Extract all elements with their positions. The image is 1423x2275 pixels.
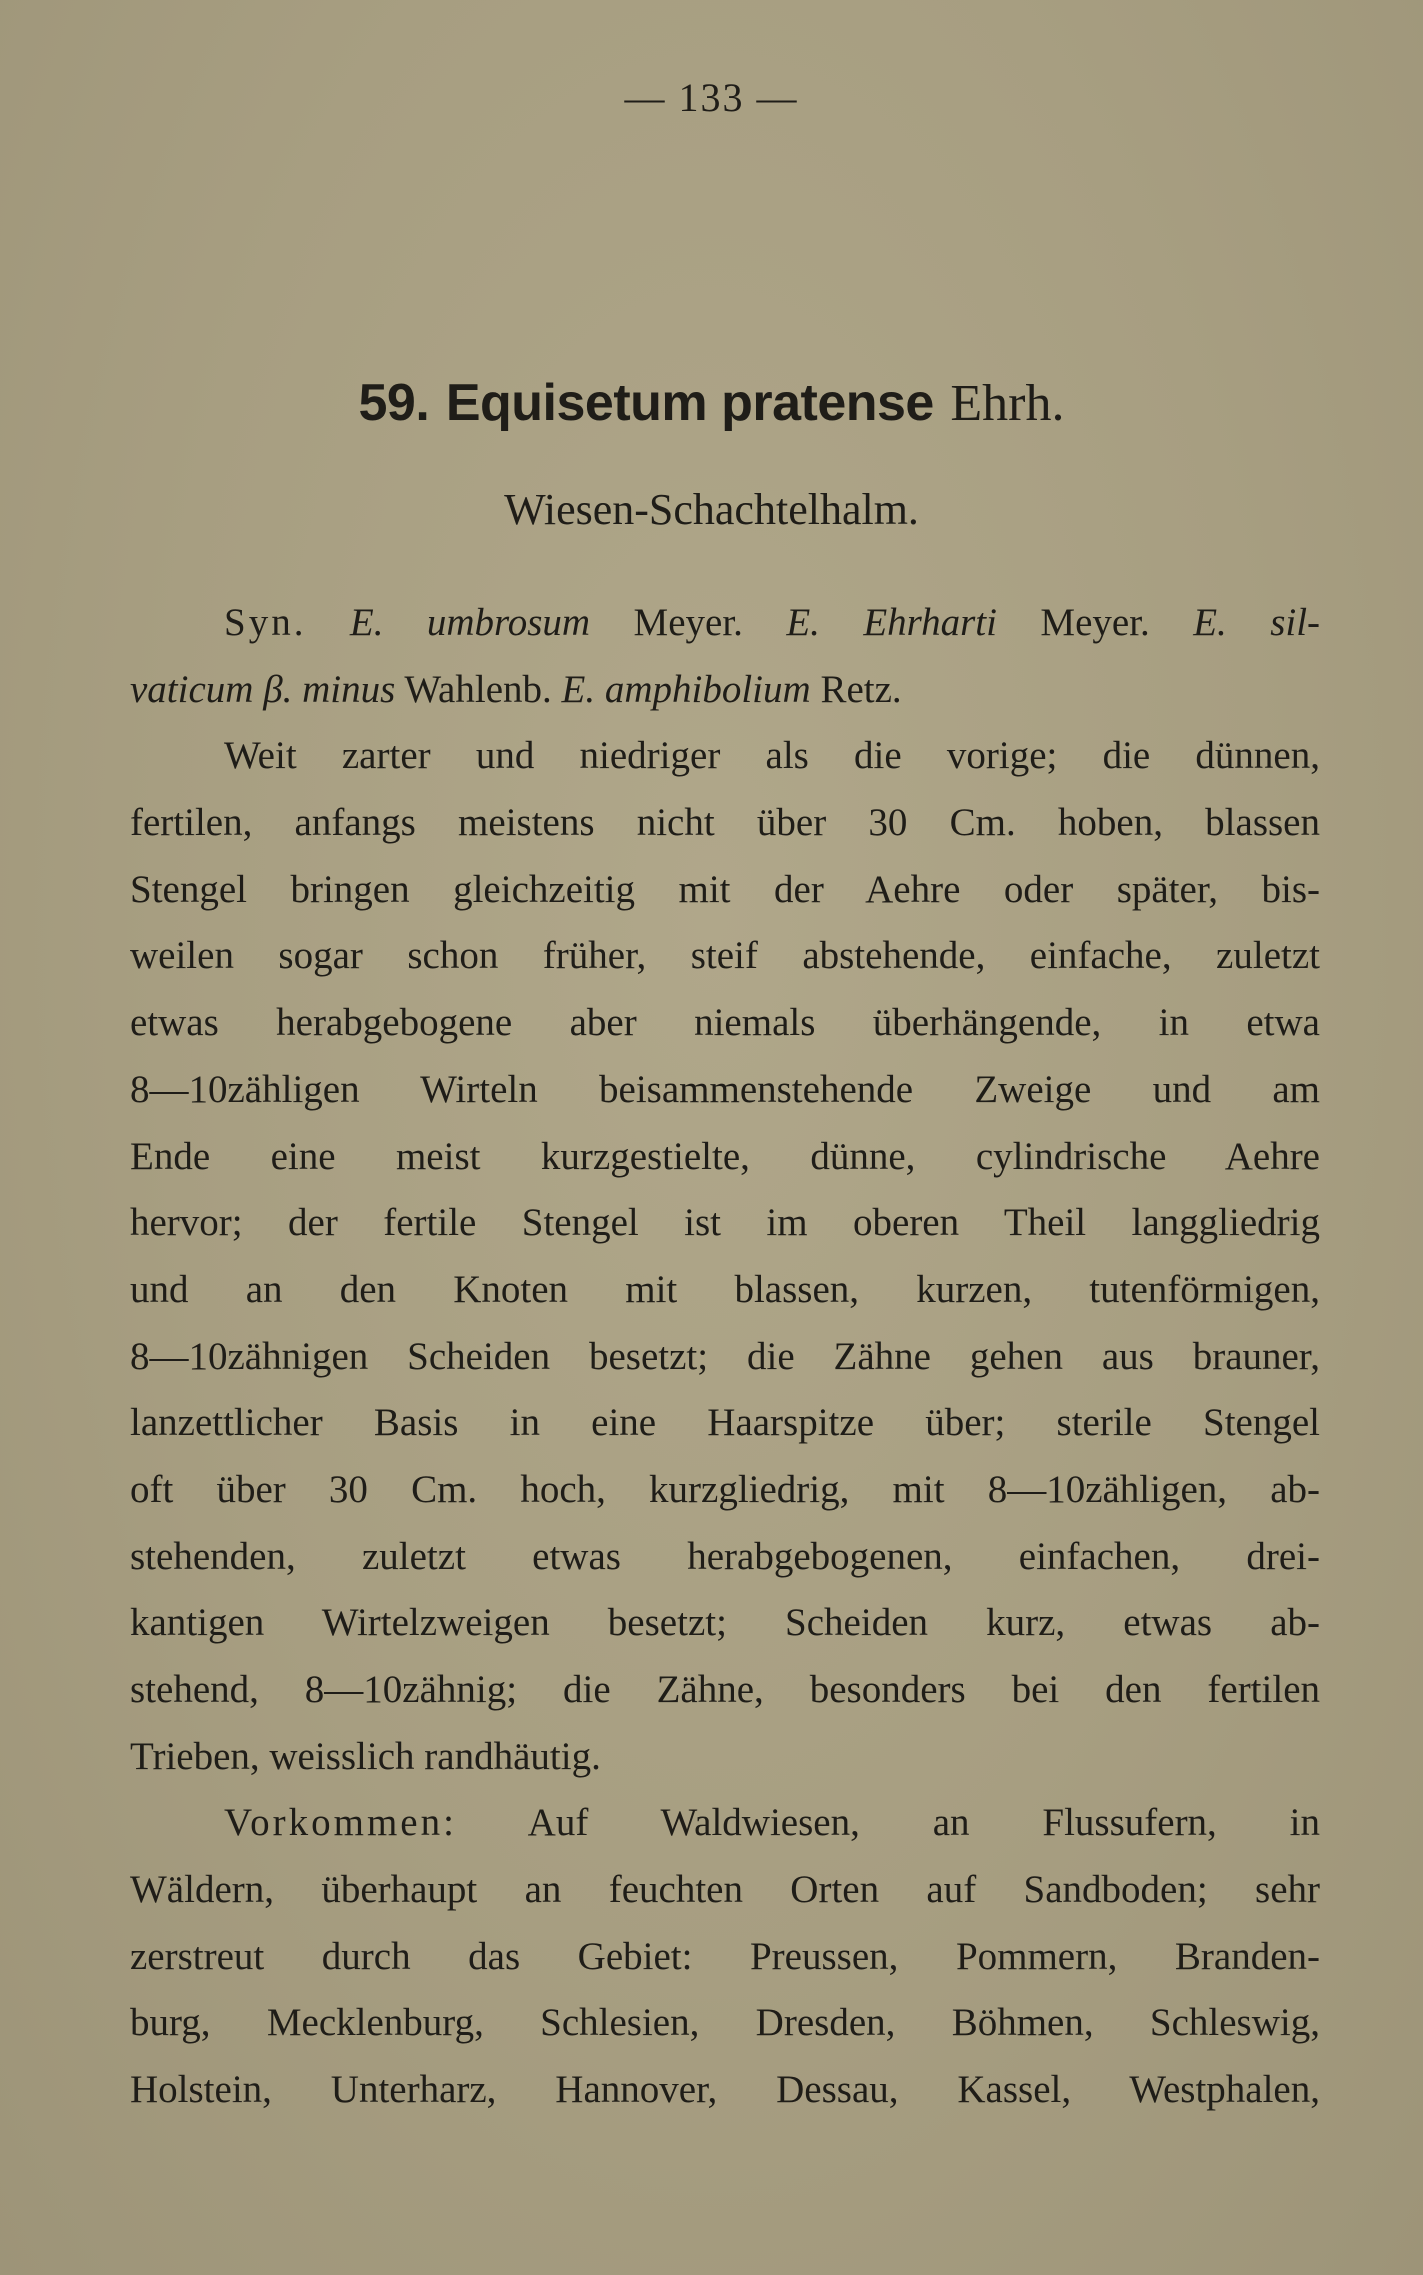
description-line: Trieben, weisslich randhäutig. xyxy=(130,1734,601,1778)
synonym-name: E. Ehrharti xyxy=(786,601,997,644)
synonym-line-1 xyxy=(130,590,1320,657)
syn-label: Syn. xyxy=(224,601,307,644)
species-number: 59. xyxy=(358,374,430,432)
occurrence-line: Holstein, Unterharz, Hannover, Dessau, Kassel, Westphalen, xyxy=(130,2068,1320,2112)
description-line: stehend, 8—10zähnig; die Zähne, besonders bei den fertilen xyxy=(130,1668,1320,1711)
description-line: kantigen Wirtelzweigen besetzt; Scheiden kurz, etwas ab- xyxy=(130,1601,1320,1645)
occurrence-text: Auf Waldwiesen, an Flussufern, in xyxy=(527,1801,1320,1845)
occurrence-label: Vorkommen: xyxy=(224,1801,457,1845)
description-line: stehenden, zuletzt etwas herabgebogenen, einfachen, drei- xyxy=(130,1534,1320,1578)
description-line: Ende eine meist kurzgestielte, dünne, cylindrische Aehre xyxy=(130,1134,1320,1178)
description-line: lanzettlicher Basis in eine Haarspitze über; sterile Stengel xyxy=(130,1401,1320,1445)
description-line: 8—10zähnigen Scheiden besetzt; die Zähne gehen aus brauner, xyxy=(130,1334,1320,1378)
occurrence-line: burg, Mecklenburg, Schlesien, Dresden, Böhmen, Schleswig, xyxy=(130,2001,1320,2045)
synonym-author: Meyer. xyxy=(1040,601,1150,644)
description-line: Weit zarter und niedriger als die vorige; die dünnen, xyxy=(224,734,1320,778)
synonym-author: Meyer. xyxy=(633,601,743,644)
species-name: Equisetum pratense xyxy=(445,374,934,432)
synonym-line-2 xyxy=(130,657,1320,724)
description-line: etwas herabgebogene aber niemals überhängende, in etwa xyxy=(130,1001,1320,1045)
synonym-author: Retz. xyxy=(820,667,902,711)
description-line: 8—10zähligen Wirteln beisammenstehende Zweige und am xyxy=(130,1067,1320,1111)
description-line: weilen sogar schon früher, steif abstehende, einfache, zuletzt xyxy=(130,934,1320,978)
synonym-author: Wahlenb. xyxy=(404,667,552,711)
synonym-name: E. umbrosum xyxy=(349,601,591,644)
common-name: Wiesen-Schachtelhalm. xyxy=(504,485,919,534)
body-text xyxy=(130,590,1320,2124)
synonym-name: vaticum β. minus xyxy=(130,667,396,711)
description-line: hervor; der fertile Stengel ist im oberen Theil langgliedrig xyxy=(130,1201,1320,1245)
description-line: Stengel bringen gleichzeitig mit der Aehre oder später, bis- xyxy=(130,867,1320,911)
synonym-name: E. sil- xyxy=(1193,601,1321,644)
page-number: — 133 — xyxy=(624,75,799,120)
occurrence-line: zerstreut durch das Gebiet: Preussen, Pommern, Branden- xyxy=(130,1934,1320,1978)
synonym-name: E. amphibolium xyxy=(561,667,811,711)
species-author: Ehrh. xyxy=(950,375,1065,432)
description-line: und an den Knoten mit blassen, kurzen, tutenförmigen, xyxy=(130,1267,1320,1311)
species-heading xyxy=(0,368,1423,439)
description-line: fertilen, anfangs meistens nicht über 30 Cm. hoben, blassen xyxy=(130,801,1320,845)
description-line: oft über 30 Cm. hoch, kurzgliedrig, mit 8—10zähligen, ab- xyxy=(130,1467,1320,1511)
occurrence-line: Wäldern, überhaupt an feuchten Orten auf Sandboden; sehr xyxy=(130,1868,1320,1912)
occurrence-line-1 xyxy=(130,1790,1320,1857)
